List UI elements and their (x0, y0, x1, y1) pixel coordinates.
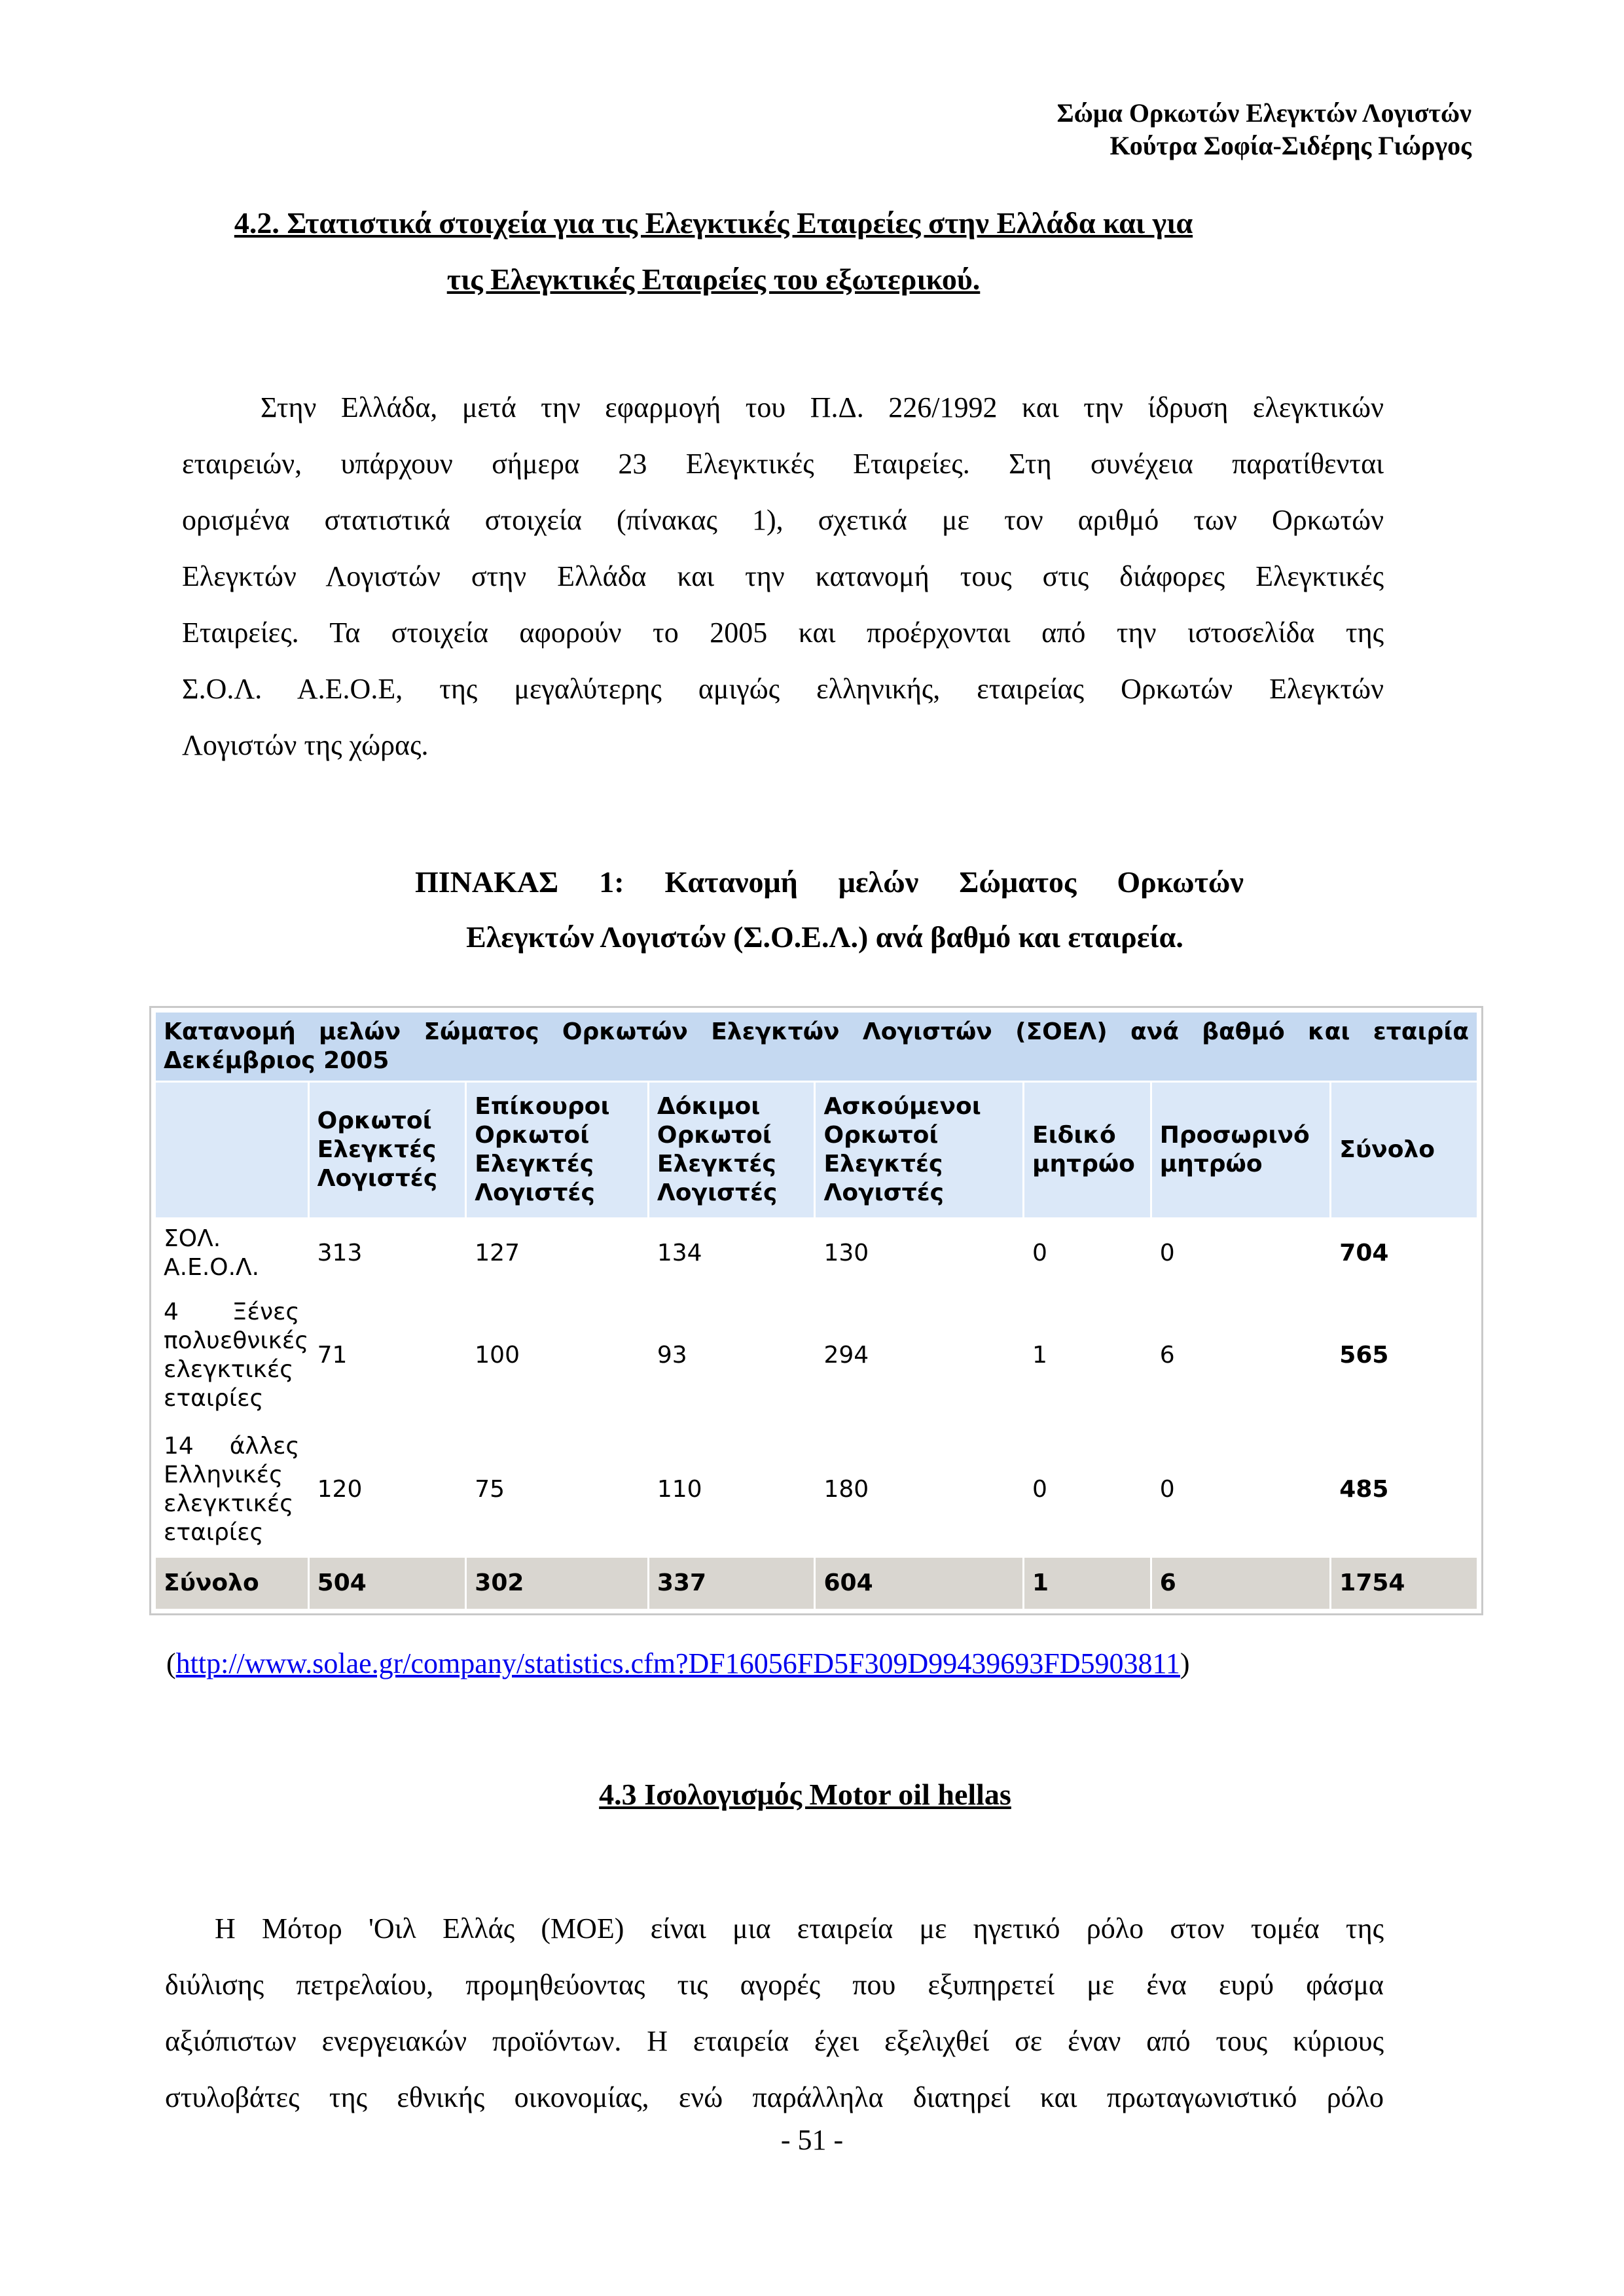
table-cell: 0 (1024, 1424, 1150, 1556)
row-label: ΣΟΛ. Α.Ε.Ο.Λ. (156, 1219, 308, 1287)
table-total-row (156, 1558, 1477, 1609)
table-cell: 0 (1152, 1424, 1330, 1556)
total-cell: 504 (310, 1558, 465, 1609)
section-title-line2: τις Ελεγκτικές Εταιρείες του εξωτερικού. (446, 262, 981, 296)
column-header: Ορκωτοί Ελεγκτές Λογιστές (310, 1083, 465, 1217)
table-title-line2: Δεκέμβριος 2005 (164, 1047, 389, 1074)
column-header: Δόκιμοι Ορκωτοί Ελεγκτές Λογιστές (649, 1083, 814, 1217)
page-number: - 51 - (780, 2124, 844, 2156)
table-source (166, 1644, 1190, 1683)
table-cell: 313 (310, 1219, 465, 1287)
section-title (190, 195, 1237, 308)
table-cell: 127 (467, 1219, 647, 1287)
header-line-organization: Σώμα Ορκωτών Ελεγκτών Λογιστών (1056, 98, 1471, 128)
caption-line1: ΠΙΝΑΚΑΣ 1: Κατανομή μελών Σώματος Ορκωτών (415, 865, 1244, 899)
paragraph-line: στυλοβάτες της εθνικής οικονομίας, ενώ παράλληλα διατηρεί και πρωταγωνιστικό ρόλο (165, 2081, 1384, 2113)
table-cell: 100 (467, 1289, 647, 1422)
paragraph-line: Λογιστών της χώρας. (182, 729, 429, 761)
table-caption (367, 855, 1283, 965)
column-header: Σύνολο (1331, 1083, 1477, 1217)
column-header: Επίκουροι Ορκωτοί Ελεγκτές Λογιστές (467, 1083, 647, 1217)
motor-oil-paragraph (165, 1901, 1384, 2126)
paragraph-line: Ελεγκτών Λογιστών στην Ελλάδα και την κατανομή τους στις διάφορες Ελεγκτικές (182, 560, 1384, 592)
paragraph-line: διύλισης πετρελαίου, προμηθεύοντας τις αγορές που εξυπηρετεί με ένα ευρύ φάσμα (165, 1969, 1384, 2001)
table-cell: 75 (467, 1424, 647, 1556)
subsection-title-text: 4.3 Ισολογισμός Motor oil hellas (599, 1778, 1011, 1811)
table-cell: 0 (1152, 1219, 1330, 1287)
table-title-line1: Κατανομή μελών Σώματος Ορκωτών Ελεγκτών Λογιστών (ΣΟΕΛ) ανά βαθμό και εταιρία (164, 1018, 1469, 1045)
statistics-table (154, 1011, 1479, 1611)
source-close-paren: ) (1180, 1647, 1190, 1679)
paragraph-line: Η Μότορ 'Οιλ Ελλάς (ΜΟΕ) είναι μια εταιρεία με ηγετικό ρόλο στον τομέα της (215, 1912, 1384, 1945)
table-cell: 110 (649, 1424, 814, 1556)
table-cell: 1 (1024, 1289, 1150, 1422)
row-total-cell: 565 (1331, 1289, 1477, 1422)
table-row (156, 1424, 1477, 1556)
total-cell: 6 (1152, 1558, 1330, 1609)
total-cell: 1 (1024, 1558, 1150, 1609)
total-cell: 337 (649, 1558, 814, 1609)
total-cell: 302 (467, 1558, 647, 1609)
header-line-authors: Κούτρα Σοφία-Σιδέρης Γιώργος (1110, 131, 1471, 160)
section-title-line1: 4.2. Στατιστικά στοιχεία για τις Ελεγκτικές Εταιρείες στην Ελλάδα και για (234, 206, 1193, 240)
column-header: Ασκούμενοι Ορκωτοί Ελεγκτές Λογιστές (816, 1083, 1022, 1217)
subsection-title (190, 1768, 1420, 1821)
grand-total-cell: 1754 (1331, 1558, 1477, 1609)
table-cell: 120 (310, 1424, 465, 1556)
table-cell: 134 (649, 1219, 814, 1287)
column-header: Προσωρινό μητρώο (1152, 1083, 1330, 1217)
table-title-row (156, 1013, 1477, 1081)
table-title-cell (156, 1013, 1477, 1081)
table-cell: 180 (816, 1424, 1022, 1556)
table-cell: 0 (1024, 1219, 1150, 1287)
paragraph-line: ορισμένα στατιστικά στοιχεία (πίνακας 1), σχετικά με τον αριθμό των Ορκωτών (182, 504, 1384, 536)
paragraph-line: εταιρειών, υπάρχουν σήμερα 23 Ελεγκτικές Εταιρείες. Στη συνέχεια παρατίθενται (182, 448, 1384, 480)
row-total-cell: 704 (1331, 1219, 1477, 1287)
paragraph-line: αξιόπιστων ενεργειακών προϊόντων. Η εταιρεία έχει εξελιχθεί σε έναν από τους κύριους (165, 2025, 1384, 2057)
caption-line2: Ελεγκτών Λογιστών (Σ.Ο.Ε.Λ.) ανά βαθμό και εταιρεία. (466, 920, 1183, 954)
paragraph-line: Σ.Ο.Λ. Α.Ε.Ο.Ε, της μεγαλύτερης αμιγώς ελληνικής, εταιρείας Ορκωτών Ελεγκτών (182, 673, 1384, 705)
table-row (156, 1289, 1477, 1422)
intro-paragraph (182, 380, 1384, 774)
paragraph-line: Στην Ελλάδα, μετά την εφαρμογή του Π.Δ. 226/1992 και την ίδρυση ελεγκτικών (261, 391, 1384, 423)
table-header-row (156, 1083, 1477, 1217)
statistics-table-container (149, 1006, 1483, 1615)
row-label: 14 άλλες Ελληνικές ελεγκτικές εταιρίες (156, 1424, 308, 1556)
page-header (1056, 97, 1471, 162)
total-label: Σύνολο (156, 1558, 308, 1609)
table-cell: 130 (816, 1219, 1022, 1287)
column-header (156, 1083, 308, 1217)
table-row (156, 1219, 1477, 1287)
table-cell: 71 (310, 1289, 465, 1422)
row-label: 4 Ξένες πολυεθνικές ελεγκτικές εταιρίες (156, 1289, 308, 1422)
row-total-cell: 485 (1331, 1424, 1477, 1556)
column-header: Ειδικό μητρώο (1024, 1083, 1150, 1217)
table-cell: 294 (816, 1289, 1022, 1422)
paragraph-line: Εταιρείες. Τα στοιχεία αφορούν το 2005 και προέρχονται από την ιστοσελίδα της (182, 617, 1384, 649)
table-cell: 93 (649, 1289, 814, 1422)
source-open-paren: ( (166, 1647, 176, 1679)
table-cell: 6 (1152, 1289, 1330, 1422)
total-cell: 604 (816, 1558, 1022, 1609)
source-link[interactable]: http://www.solae.gr/company/statistics.cfm?DF16056FD5F309D99439693FD5903811 (175, 1647, 1180, 1679)
